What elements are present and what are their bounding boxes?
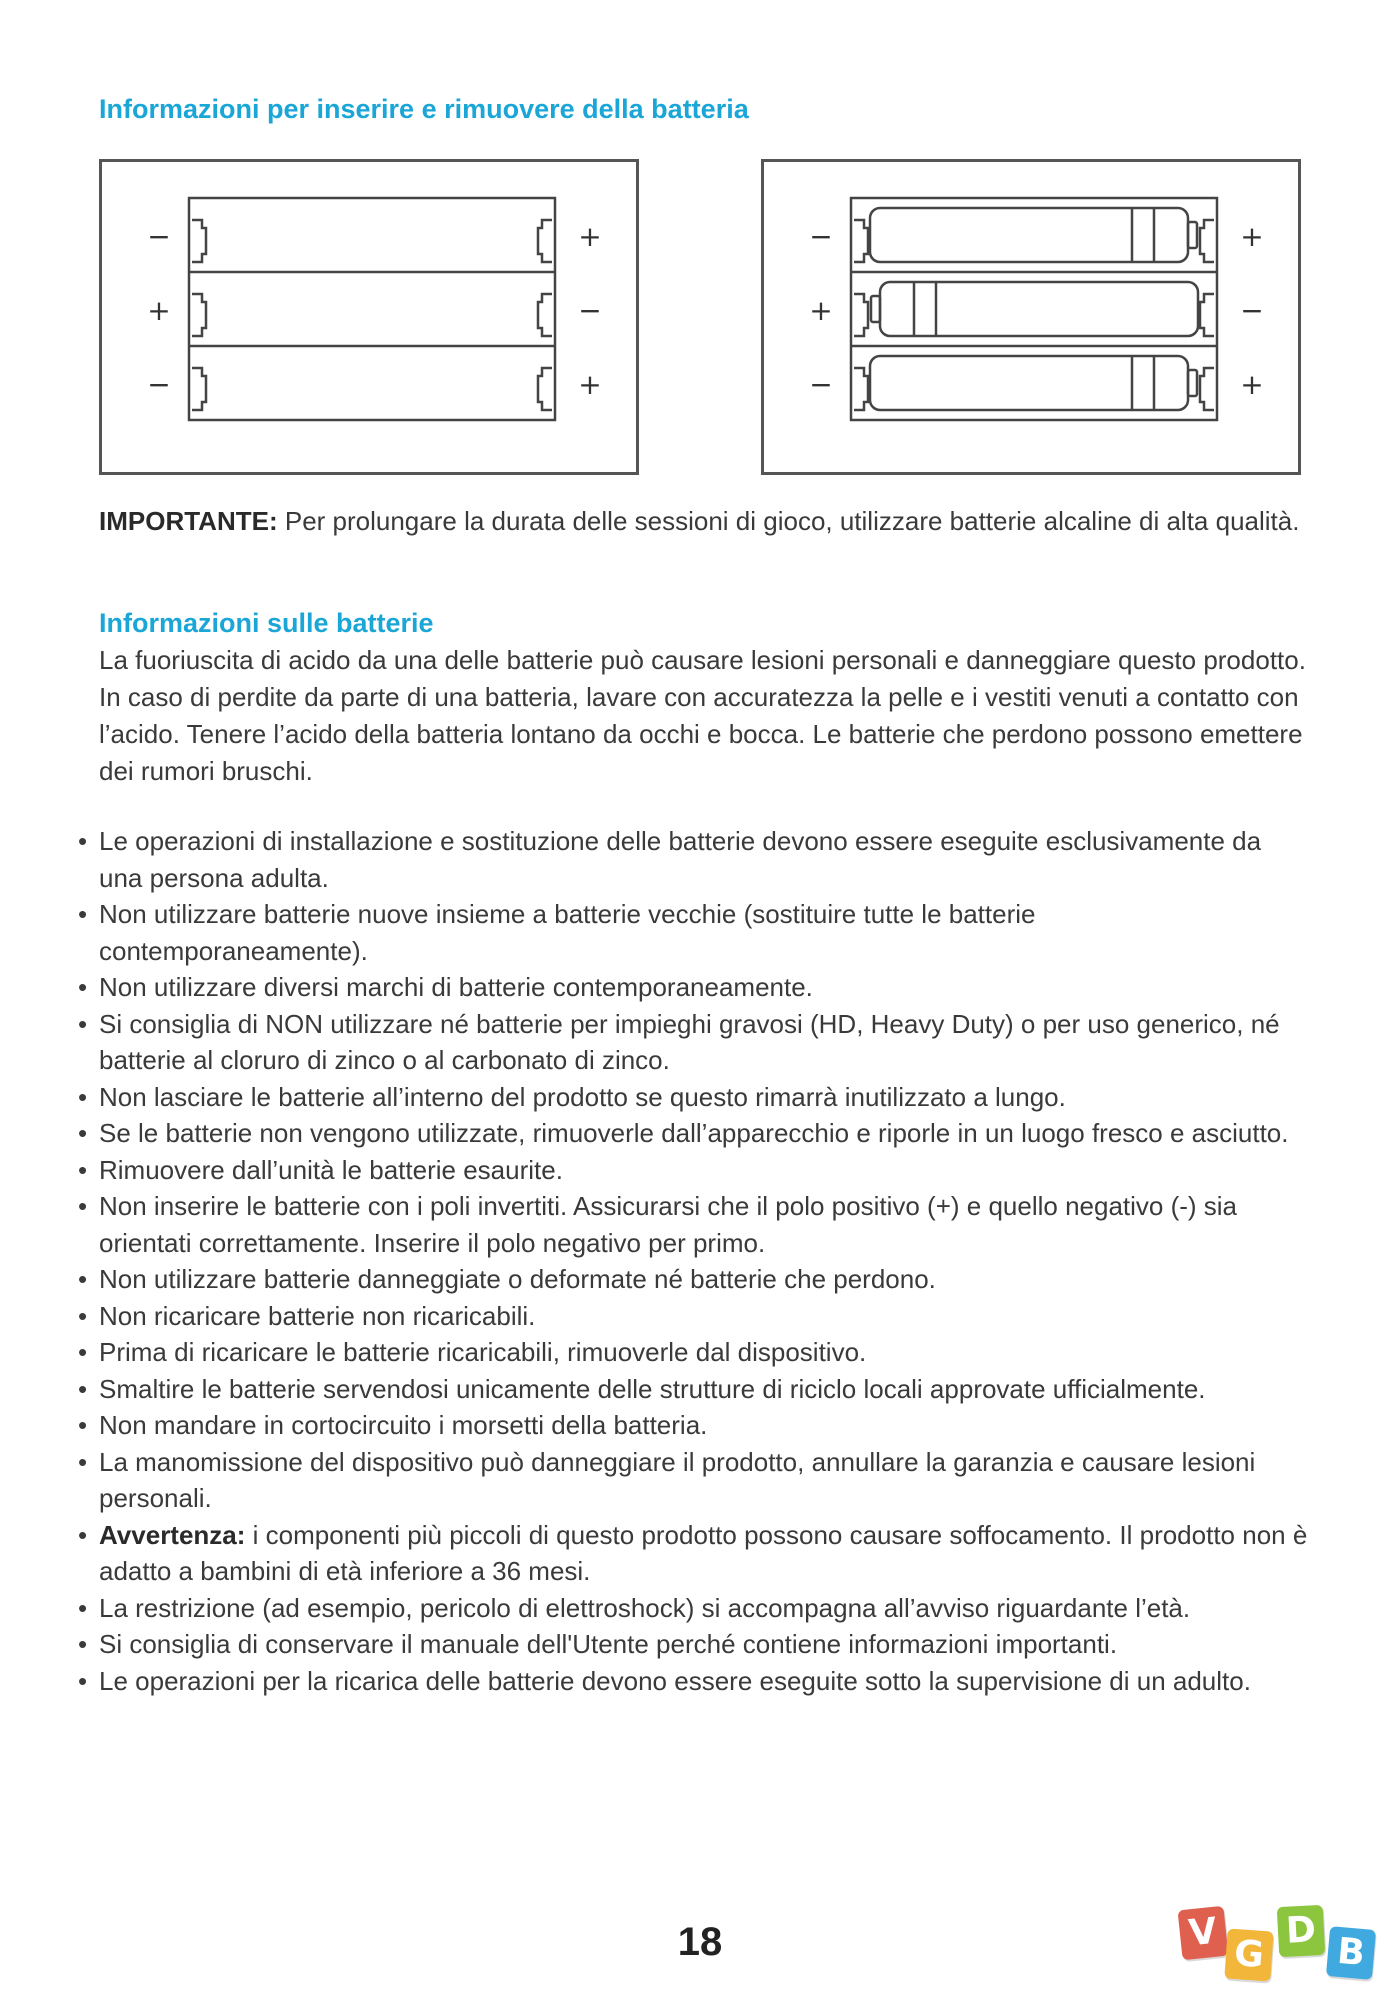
warning-label: Avvertenza: (99, 1519, 246, 1550)
polarity-plus-symbol: + (578, 220, 602, 253)
list-item: • Non lasciare le batterie all’interno del prodotto se questo rimarrà inutilizzato a lungo. (78, 1079, 1308, 1116)
vgdb-watermark-logo (1180, 1900, 1385, 1985)
warning-text: i componenti più piccoli di questo prodotto possono causare soffocamento. Il prodotto non è adatto a bambini di età inferiore a 36 mesi. (99, 1519, 1308, 1586)
list-item: • Non mandare in cortocircuito i morsetti della batteria. (78, 1407, 1308, 1444)
section-heading-battery-info: Informazioni sulle batterie (99, 608, 434, 638)
important-note (99, 503, 1309, 540)
list-item: • Non inserire le batterie con i poli invertiti. Assicurarsi che il polo positivo (+) e quello negativo (-) sia orientati correttamente. Inserire il polo negativo per primo. (78, 1188, 1308, 1261)
battery-compartment-empty-diagram (99, 159, 639, 475)
polarity-minus-symbol: − (147, 368, 171, 401)
polarity-plus-symbol: + (1240, 220, 1264, 253)
polarity-minus-symbol: − (809, 220, 833, 253)
polarity-plus-symbol: + (809, 294, 833, 327)
watermark-letter: B (1326, 1926, 1376, 1980)
polarity-plus-symbol: + (147, 294, 171, 327)
polarity-plus-symbol: + (578, 368, 602, 401)
list-item: • Non utilizzare diversi marchi di batterie contemporaneamente. (78, 969, 1308, 1006)
polarity-minus-symbol: − (147, 220, 171, 253)
important-label: IMPORTANTE: (99, 506, 278, 536)
battery-compartment-empty-illustration (102, 162, 636, 472)
list-item: • Smaltire le batterie servendosi unicamente delle strutture di riciclo locali approvate ufficialmente. (78, 1371, 1308, 1408)
polarity-minus-symbol: − (809, 368, 833, 401)
watermark-letter: D (1277, 1905, 1326, 1957)
list-item: • Si consiglia di NON utilizzare né batterie per impieghi gravosi (HD, Heavy Duty) o per uso generico, né batterie al cloruro di zinco o al carbonato di zinco. (78, 1006, 1308, 1079)
watermark-letter: V (1178, 1906, 1229, 1961)
battery-info-paragraph: La fuoriuscita di acido da una delle batterie può causare lesioni personali e danneggiare questo prodotto. In caso di perdite da parte di una batteria, lavare con accuratezza la pelle e i vestiti venuti a contatto con l’acido. Tenere l’acido della batteria lontano da occhi e bocca. Le batterie che perdono possono emettere dei rumori bruschi. (99, 645, 1306, 786)
important-text: Per prolungare la durata delle sessioni di gioco, utilizzare batterie alcaline di alta qualità. (277, 506, 1300, 536)
warning-list-item (78, 1517, 1308, 1590)
page-number: 18 (677, 1920, 723, 1964)
list-item: • Rimuovere dall’unità le batterie esaurite. (78, 1152, 1308, 1189)
polarity-plus-symbol: + (1240, 368, 1264, 401)
battery-compartment-full-diagram (761, 159, 1301, 475)
list-item: • Le operazioni per la ricarica delle batterie devono essere eseguite sotto la supervisione di un adulto. (78, 1663, 1308, 1700)
list-item: • Le operazioni di installazione e sostituzione delle batterie devono essere eseguite esclusivamente da una persona adulta. (78, 823, 1308, 896)
section-heading-insert-remove: Informazioni per inserire e rimuovere della batteria (99, 94, 749, 124)
battery-rules-list (78, 823, 1308, 1699)
list-item: • Non ricaricare batterie non ricaricabili. (78, 1298, 1308, 1335)
list-item: • Si consiglia di conservare il manuale dell'Utente perché contiene informazioni importanti. (78, 1626, 1308, 1663)
list-item: • Non utilizzare batterie danneggiate o deformate né batterie che perdono. (78, 1261, 1308, 1298)
list-item: • La restrizione (ad esempio, pericolo di elettroshock) si accompagna all’avviso riguardante l’età. (78, 1590, 1308, 1627)
battery-compartment-full-illustration (764, 162, 1298, 472)
list-item: • Se le batterie non vengono utilizzate, rimuoverle dall’apparecchio e riporle in un luogo fresco e asciutto. (78, 1115, 1308, 1152)
watermark-letter: G (1224, 1928, 1273, 1981)
list-item: • La manomissione del dispositivo può danneggiare il prodotto, annullare la garanzia e causare lesioni personali. (78, 1444, 1308, 1517)
polarity-minus-symbol: − (1240, 294, 1264, 327)
list-item: • Prima di ricaricare le batterie ricaricabili, rimuoverle dal dispositivo. (78, 1334, 1308, 1371)
list-item: • Non utilizzare batterie nuove insieme a batterie vecchie (sostituire tutte le batterie contemporaneamente). (78, 896, 1308, 969)
polarity-minus-symbol: − (578, 294, 602, 327)
